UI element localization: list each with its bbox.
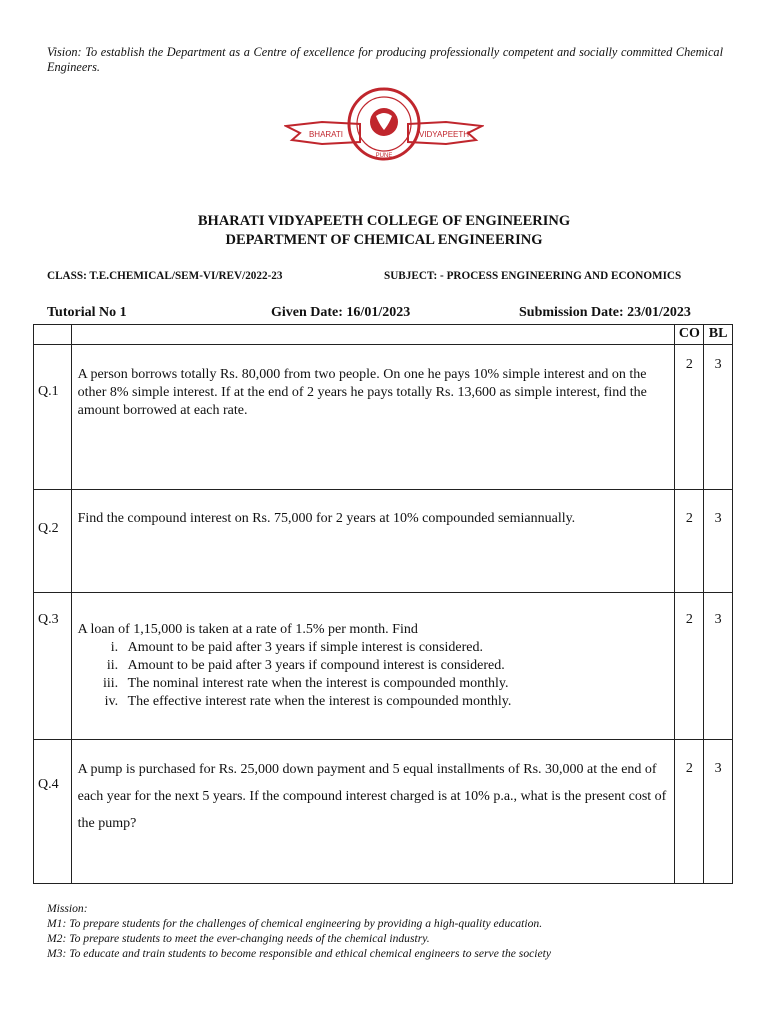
college-header xyxy=(0,212,768,250)
co-value: 2 xyxy=(675,593,704,740)
co-header: CO xyxy=(675,325,704,345)
tutorial-number: Tutorial No 1 xyxy=(47,305,127,320)
mission-item-m3: M3: To educate and train students to become responsible and ethical chemical engineers to serve the society xyxy=(47,947,551,960)
list-item: i. Amount to be paid after 3 years if simple interest is considered. xyxy=(122,639,669,657)
question-text: A person borrows totally Rs. 80,000 from two people. On one he pays 10% simple interest and on the other 8% simple interest. If at the end of 2 years he pays totally Rs. 13,600 as simple interest, find the amount borrowed at each rate. xyxy=(71,345,675,490)
table-row xyxy=(34,593,733,740)
logo-left-text: BHARATI xyxy=(308,130,344,139)
logo-right-text: VIDYAPEETH xyxy=(418,130,470,139)
mission-item-m2: M2: To prepare students to meet the ever-changing needs of the chemical industry. xyxy=(47,932,430,945)
mission-statement xyxy=(47,901,747,961)
bl-value: 3 xyxy=(704,490,733,593)
mission-title: Mission: xyxy=(47,902,88,915)
logo-bottom-text: PUNE xyxy=(375,153,393,159)
co-value: 2 xyxy=(675,490,704,593)
question-text-block xyxy=(71,593,675,740)
list-item: iii. The nominal interest rate when the interest is compounded monthly. xyxy=(122,675,669,693)
tutorial-questions-table xyxy=(33,324,733,884)
department-name: DEPARTMENT OF CHEMICAL ENGINEERING xyxy=(225,232,543,248)
question-text: A loan of 1,15,000 is taken at a rate of 1.5% per month. Find xyxy=(77,622,418,637)
table-header-row xyxy=(34,325,733,345)
bl-value: 3 xyxy=(704,345,733,490)
table-row xyxy=(34,345,733,490)
given-date: Given Date: 16/01/2023 xyxy=(271,305,411,320)
submission-date: Submission Date: 23/01/2023 xyxy=(519,305,691,320)
question-number: Q.3 xyxy=(34,593,72,740)
class-info: CLASS: T.E.CHEMICAL/SEM-VI/REV/2022-23 xyxy=(47,270,283,282)
list-item: ii. Amount to be paid after 3 years if compound interest is considered. xyxy=(122,657,669,675)
subject-info: SUBJECT: - PROCESS ENGINEERING AND ECONOMICS xyxy=(384,270,682,282)
table-row xyxy=(34,740,733,884)
list-item: iv. The effective interest rate when the interest is compounded monthly. xyxy=(122,693,669,711)
table-row xyxy=(34,490,733,593)
question-text: A pump is purchased for Rs. 25,000 down payment and 5 equal installments of Rs. 30,000 at the end of each year for the next 5 years. If the compound interest charged is at 10% p.a., what is the present cost of the pump? xyxy=(71,740,675,884)
question-text: Find the compound interest on Rs. 75,000 for 2 years at 10% compounded semiannually. xyxy=(71,490,675,593)
college-name: BHARATI VIDYAPEETH COLLEGE OF ENGINEERING xyxy=(197,213,571,229)
co-value: 2 xyxy=(675,740,704,884)
college-logo xyxy=(284,84,484,164)
sub-question-list xyxy=(78,639,669,711)
question-number: Q.1 xyxy=(34,345,72,490)
bl-header: BL xyxy=(704,325,733,345)
vision-statement: Vision: To establish the Department as a Centre of excellence for producing professionally competent and socially committed Chemical Engineers. xyxy=(47,45,723,74)
bl-value: 3 xyxy=(704,593,733,740)
bl-value: 3 xyxy=(704,740,733,884)
co-value: 2 xyxy=(675,345,704,490)
question-number: Q.2 xyxy=(34,490,72,593)
mission-item-m1: M1: To prepare students for the challenges of chemical engineering by providing a high-quality education. xyxy=(47,917,543,930)
question-number: Q.4 xyxy=(34,740,72,884)
